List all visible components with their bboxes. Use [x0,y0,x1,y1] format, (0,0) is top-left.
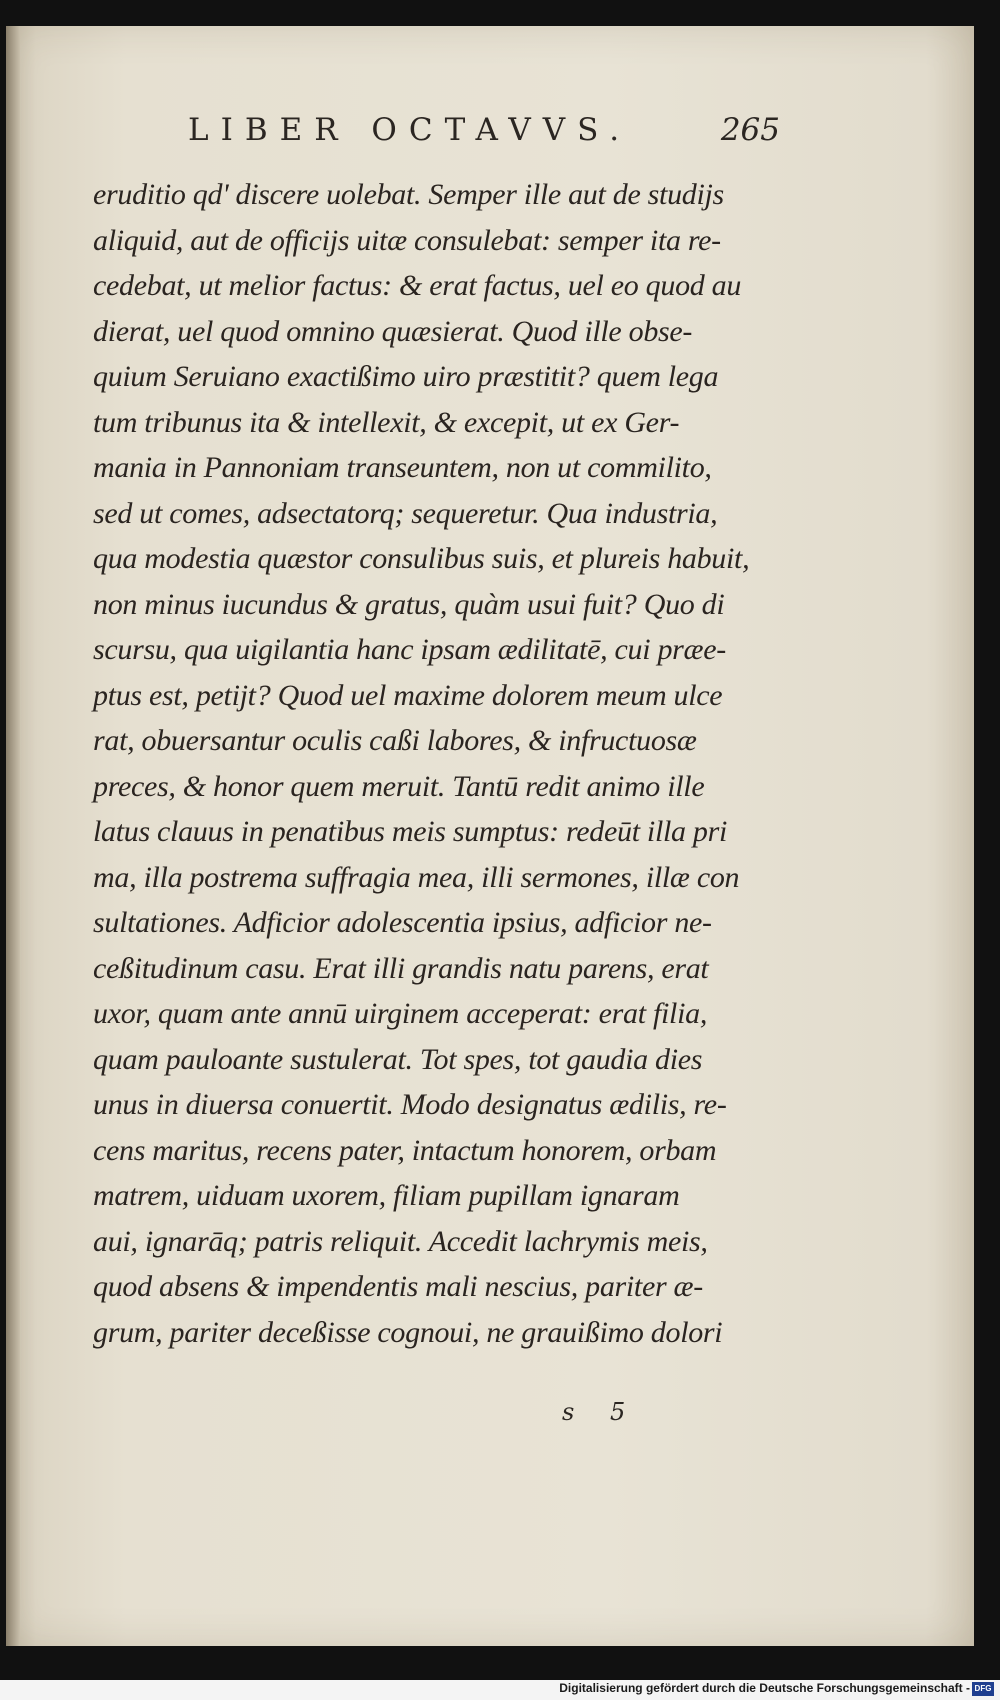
dfg-logo-icon: DFG [972,1682,994,1696]
running-head [188,112,780,160]
text-line: quium Seruiano exactißimo uiro præstitit? quem lega [93,360,719,393]
text-line: eruditio qd' discere uolebat. Semper ille aut de studijs [93,178,724,211]
running-title: LIBER OCTAVVS. [188,112,632,148]
text-line: sultationes. Adficior adolescentia ipsius, adficior ne- [93,906,712,939]
text-line: ceßitudinum casu. Erat illi grandis natu parens, erat [93,951,709,985]
footer-credit-text: Digitalisierung gefördert durch die Deutsche Forschungsgemeinschaft - [559,1681,970,1695]
text-line: sed ut comes, adsectatorq; sequeretur. Qua industria, [93,496,718,530]
text-line: unus in diuersa conuertit. Modo designatus ædilis, re- [93,1088,727,1121]
signature-mark: s 5 [562,1398,640,1426]
text-line: ma, illa postrema suffragia mea, illi sermones, illæ con [93,860,740,894]
page-number: 265 [720,112,780,148]
text-line: grum, pariter deceßisse cognoui, ne grauißimo dolori [93,1315,723,1349]
text-line: ptus est, petijt? Quod uel maxime dolorem meum ulce [93,678,723,712]
digitization-footer [0,1680,1000,1700]
text-line: latus clauus in penatibus meis sumptus: redeūt illa pri [93,815,728,848]
text-line: non minus iucundus & gratus, quàm usui fuit? Quo di [93,587,725,621]
text-line: rat, obuersantur oculis caßi labores, & infructuosæ [93,724,697,757]
text-line: uxor, quam ante annū uirginem acceperat: erat filia, [93,997,708,1030]
text-line: dierat, uel quod omnino quæsierat. Quod ille obse- [93,314,693,348]
text-block [93,172,793,1355]
text-line: scursu, qua uigilantia hanc ipsam ædilitatē, cui præe- [93,633,726,666]
text-line: aui, ignarāq; patris reliquit. Accedit lachrymis meis, [93,1224,708,1258]
text-line: tum tribunus ita & intellexit, & excepit, ut ex Ger- [93,405,680,439]
text-line: quam pauloante sustulerat. Tot spes, tot gaudia dies [93,1042,703,1076]
text-line: matrem, uiduam uxorem, filiam pupillam ignaram [93,1179,680,1212]
text-line: preces, & honor quem meruit. Tantū redit animo ille [93,769,705,803]
page-edge [6,26,20,1646]
text-line: mania in Pannoniam transeuntem, non ut commilito, [93,451,712,484]
text-line: cens maritus, recens pater, intactum honorem, orbam [93,1133,717,1167]
book-page [6,26,974,1646]
text-line: quod absens & impendentis mali nescius, pariter æ- [93,1270,703,1303]
text-line: cedebat, ut melior factus: & erat factus, uel eo quod au [93,269,742,302]
text-line: qua modestia quæstor consulibus suis, et plureis habuit, [93,542,750,575]
text-line: aliquid, aut de officijs uitæ consulebat: semper ita re- [93,223,721,257]
